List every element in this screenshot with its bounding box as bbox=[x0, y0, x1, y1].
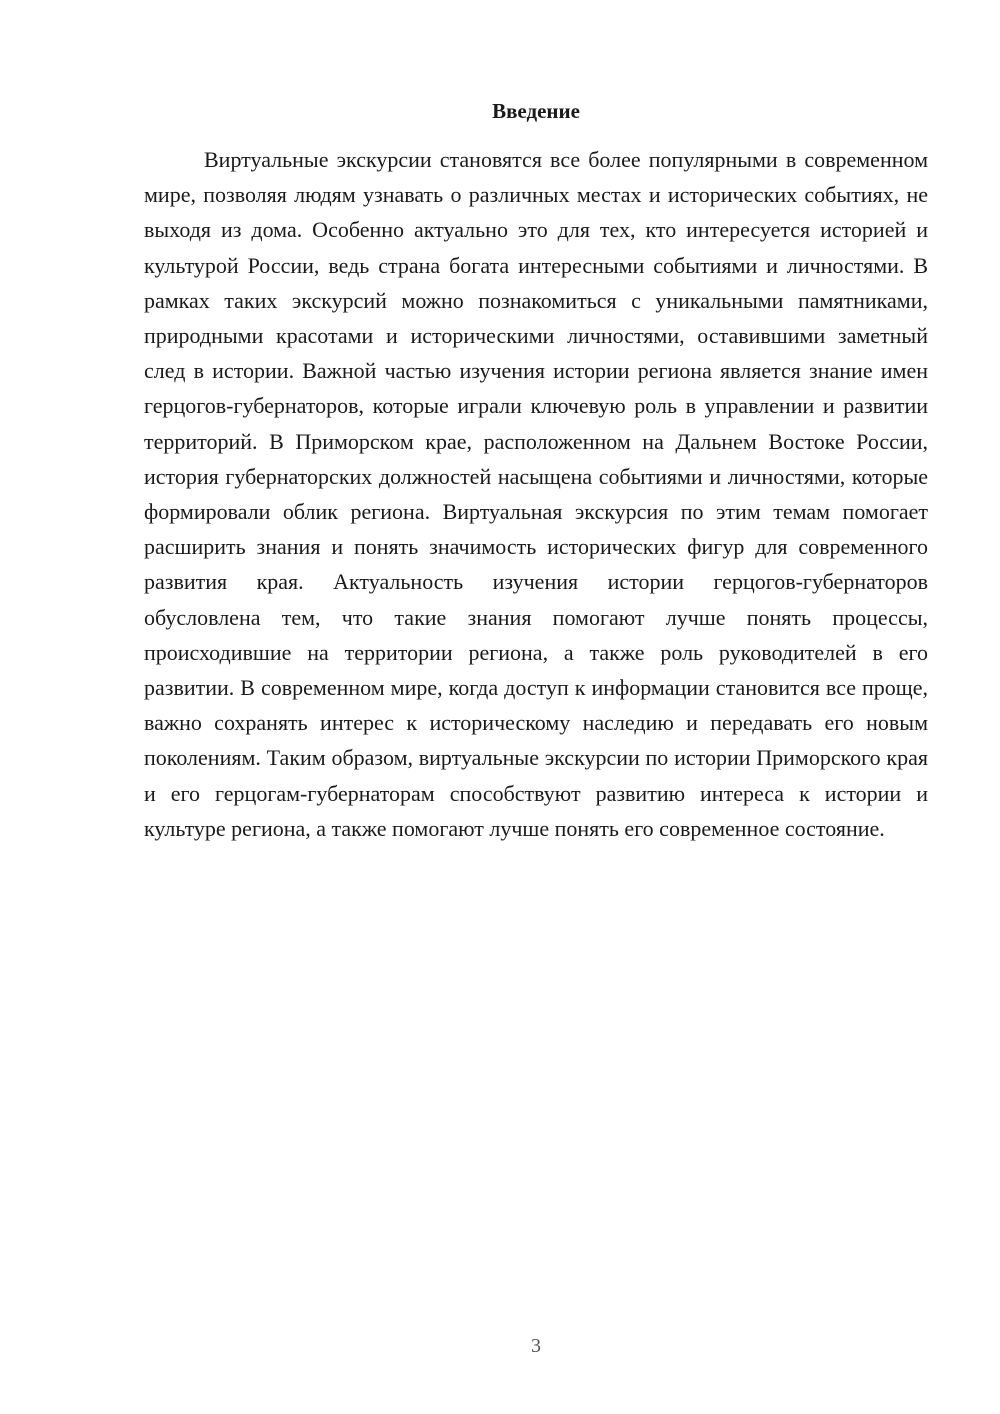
page-number: 3 bbox=[531, 1335, 541, 1357]
body-paragraph: Виртуальные экскурсии становятся все более популярными в современном мире, позволяя людям узнавать о различных местах и исторических событиях, не выходя из дома. Особенно актуально это для тех, кто интересуется историей и культурой России, ведь страна богата интересными событиями и личностями. В рамках таких экскурсий можно познакомиться с уникальными памятниками, природными красотами и историческими личностями, оставившими заметный след в истории. Важной частью изучения истории региона является знание имен герцогов-губернаторов, которые играли ключевую роль в управлении и развитии территорий. В Приморском крае, расположенном на Дальнем Востоке России, история губернаторских должностей насыщена событиями и личностями, которые формировали облик региона. Виртуальная экскурсия по этим темам помогает расширить знания и понять значимость исторических фигур для современного развития края. Актуальность изучения истории герцогов-губернаторов обусловлена тем, что такие знания помогают лучше понять процессы, происходившие на территории региона, а также роль руководителей в его развитии. В современном мире, когда доступ к информации становится все проще, важно сохранять интерес к историческому наследию и передавать его новым поколениям. Таким образом, виртуальные экскурсии по истории Приморского края и его герцогам-губернаторам способствуют развитию интереса к истории и культуре региона, а также помогают лучше понять его современное состояние. bbox=[144, 147, 928, 841]
section-heading: Введение bbox=[492, 99, 580, 123]
